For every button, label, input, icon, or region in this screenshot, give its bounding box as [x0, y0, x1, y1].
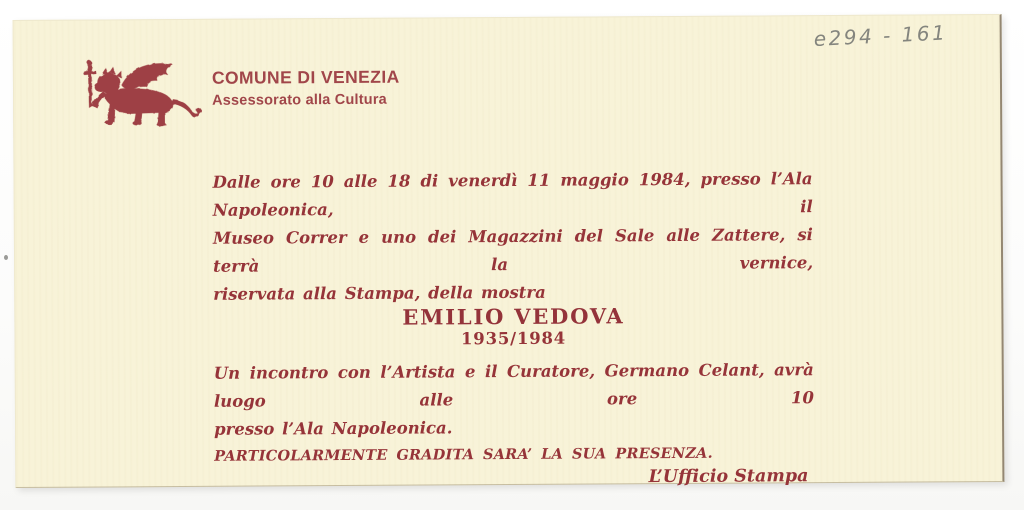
invitation-card [13, 14, 1005, 488]
archival-annotation: e294 - 161 [813, 20, 949, 52]
presence-notice: PARTICOLARMENTE GRADITA SARA’ LA SUA PRESENZA. [214, 444, 713, 465]
department-name: Assessorato alla Cultura [212, 91, 387, 109]
organization-name: COMUNE DI VENEZIA [211, 66, 400, 88]
meeting-paragraph [214, 356, 815, 444]
meeting-line: presso l’Ala Napoleonica. [214, 418, 453, 439]
artist-name: EMILIO VEDOVA [402, 303, 625, 330]
press-office-signature: L’Ufficio Stampa [648, 466, 809, 488]
meeting-line: Un incontro con l’Artista e il Curatore, Germano Celant, avrà luogo alle ore 10 [213, 360, 814, 411]
intro-line: riservata alla Stampa, della mostra [213, 282, 546, 304]
intro-line: Dalle ore 10 alle 18 di venerdì 11 maggio 1984, presso l’Ala Napoleonica, il [212, 169, 813, 220]
exhibition-years: 1935/1984 [460, 328, 567, 349]
scan-speck [4, 255, 8, 260]
invitation-text [212, 165, 814, 490]
letterhead [212, 67, 400, 109]
intro-line: Museo Correr e uno dei Magazzini del Sale alle Zattere, si terrà la vernice, [212, 225, 814, 276]
intro-paragraph [212, 165, 813, 309]
winged-lion-icon [78, 58, 202, 129]
